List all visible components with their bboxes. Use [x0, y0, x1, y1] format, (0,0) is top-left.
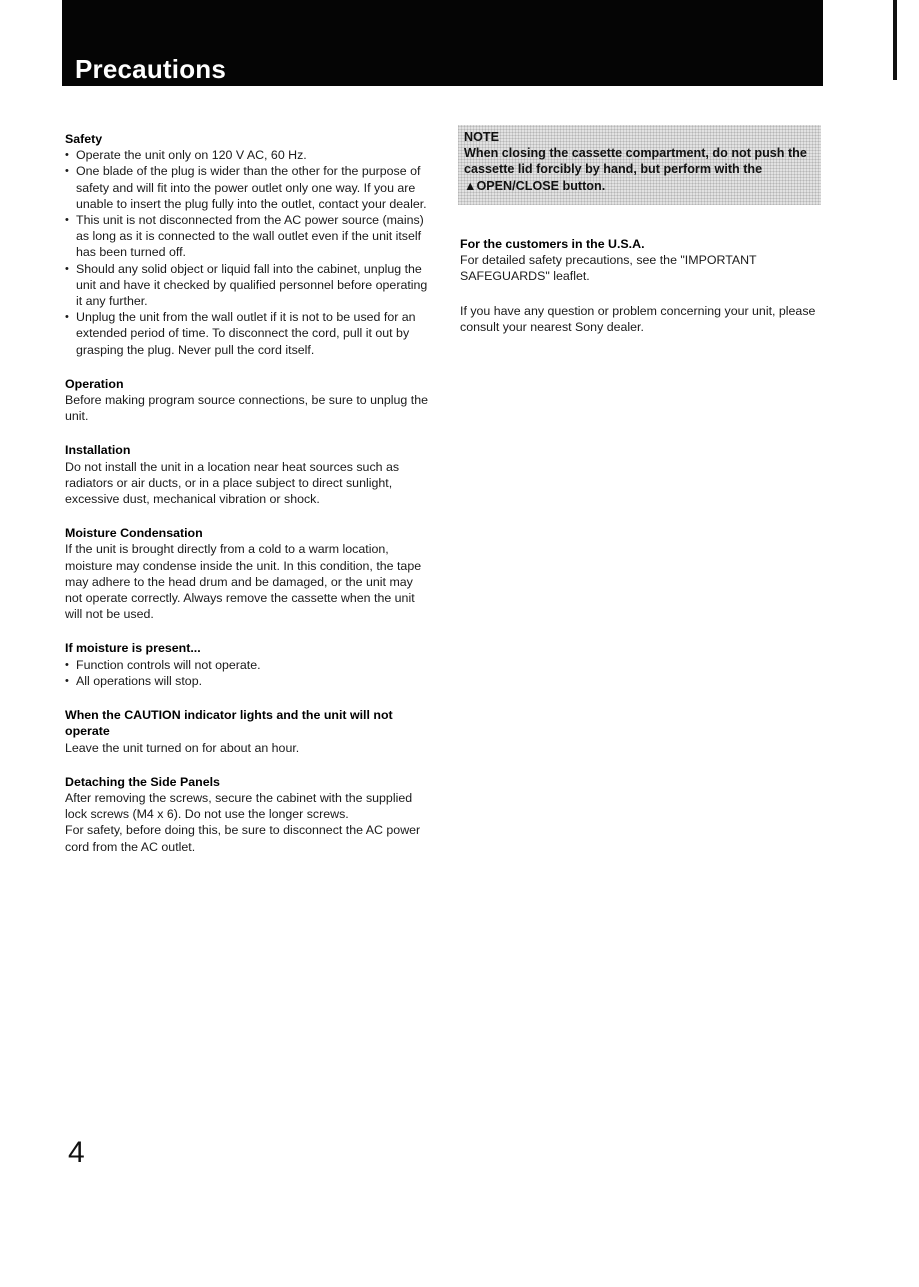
note-box	[458, 125, 821, 205]
caution-heading: When the CAUTION indicator lights and the unit will not operate	[65, 708, 393, 739]
note-heading: NOTE	[464, 130, 499, 144]
moisture-present-heading: If moisture is present...	[65, 641, 201, 656]
left-column	[65, 131, 433, 873]
list-item: • This unit is not disconnected from the AC power source (mains) as long as it is connected to the wall outlet even if the unit itself has been turned off.	[65, 212, 433, 261]
usa-heading: For the customers in the U.S.A.	[460, 237, 645, 251]
page-number: 4	[68, 1136, 85, 1169]
page-title: Precautions	[75, 54, 227, 84]
installation-text: Do not install the unit in a location near heat sources such as radiators or air ducts, or in a place subject to direct sunlight, excessive dust, mechanical vibration or shock.	[65, 459, 400, 507]
installation-heading: Installation	[65, 443, 131, 458]
installation-section	[65, 442, 433, 507]
page-edge-mark	[893, 0, 897, 80]
moisture-heading: Moisture Condensation	[65, 526, 203, 541]
usa-text: For detailed safety precautions, see the "IMPORTANT SAFEGUARDS" leaflet.	[460, 253, 757, 284]
safety-section	[65, 131, 433, 358]
list-item: • Unplug the unit from the wall outlet if it is not to be used for an extended period of time. To disconnect the cord, pull it out by grasping the plug. Never pull the cord itself.	[65, 309, 433, 358]
dealer-text: If you have any question or problem concerning your unit, please consult your nearest Sony dealer.	[460, 303, 816, 334]
list-item: • Operate the unit only on 120 V AC, 60 Hz.	[65, 147, 433, 163]
side-panels-text: For safety, before doing this, be sure to disconnect the AC power cord from the AC outlet.	[65, 823, 421, 854]
caution-section	[65, 707, 433, 756]
operation-heading: Operation	[65, 376, 124, 391]
list-item: • Function controls will not operate.	[65, 657, 433, 673]
moisture-section	[65, 525, 433, 622]
safety-heading: Safety	[65, 132, 103, 146]
dealer-section	[460, 303, 820, 335]
operation-text: Before making program source connections, be sure to unplug the unit.	[65, 393, 428, 424]
moisture-present-section	[65, 640, 433, 689]
side-panels-section	[65, 774, 433, 855]
side-panels-text: After removing the screws, secure the cabinet with the supplied lock screws (M4 x 6). Do not use the longer screws.	[65, 790, 413, 822]
list-item: • Should any solid object or liquid fall into the cabinet, unplug the unit and have it checked by qualified personnel before operating it any further.	[65, 261, 433, 310]
caution-text: Leave the unit turned on for about an hour.	[65, 740, 300, 755]
list-item: • One blade of the plug is wider than the other for the purpose of safety and will fit into the power outlet only one way. If you are unable to insert the plug fully into the outlet, contact your dealer.	[65, 163, 433, 212]
moisture-present-list	[65, 657, 433, 689]
right-column	[460, 236, 820, 353]
list-item: • All operations will stop.	[65, 673, 433, 689]
operation-section	[65, 376, 433, 425]
moisture-text: If the unit is brought directly from a cold to a warm location, moisture may condense inside the unit. In this condition, the tape may adhere to the head drum and be damaged, or the unit may not operate correctly. Always remove the cassette when the unit will not be used.	[65, 542, 422, 622]
safety-list	[65, 147, 433, 358]
usa-section	[460, 236, 820, 285]
note-text: When closing the cassette compartment, do not push the cassette lid forcibly by hand, but perform with the ▲OPEN/CLOSE button.	[464, 146, 807, 193]
side-panels-heading: Detaching the Side Panels	[65, 774, 220, 789]
